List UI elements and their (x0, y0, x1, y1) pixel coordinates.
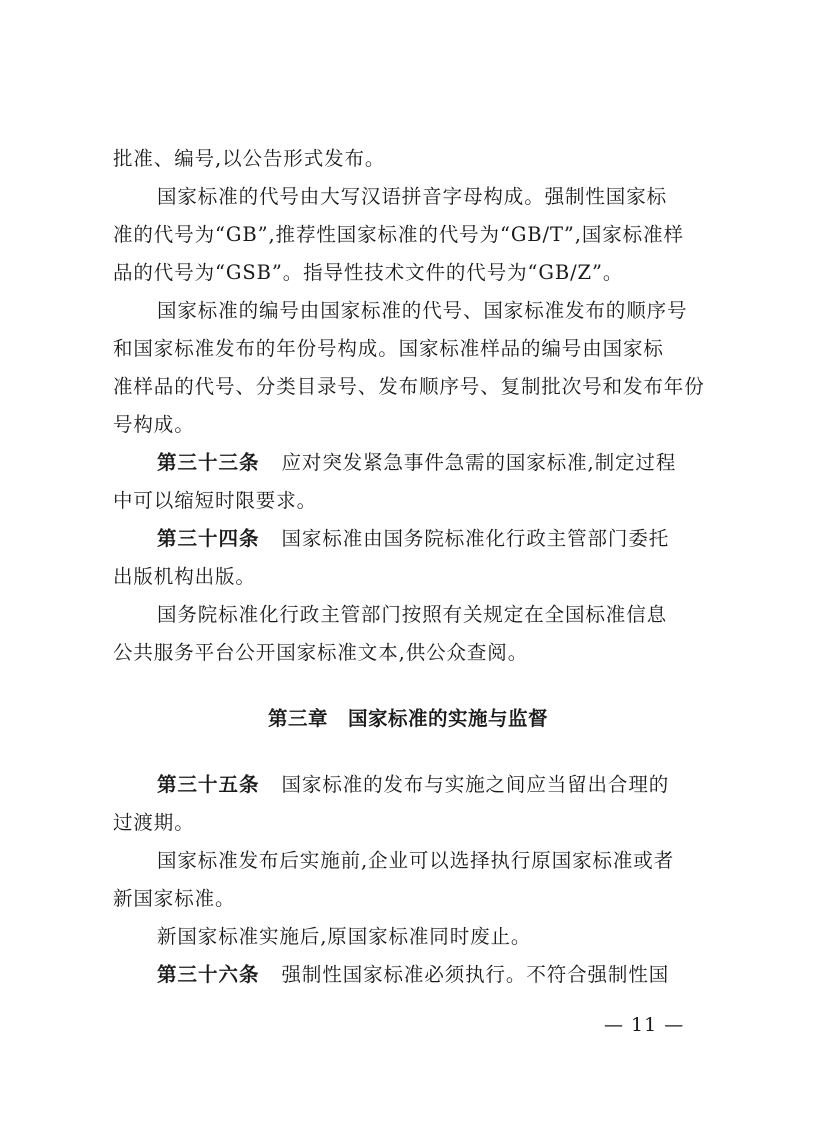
text-line: 国务院标准化行政主管部门按照有关规定在全国标准信息 (157, 603, 668, 626)
text-line: 准的代号为“GB”,推荐性国家标准的代号为“GB/T”,国家标准样 (113, 223, 684, 246)
text-line: 和国家标准发布的年份号构成。国家标准样品的编号由国家标 (113, 337, 664, 360)
text-line: 新国家标准实施后,原国家标准同时废止。 (157, 925, 532, 948)
text-line: 过渡期。 (113, 811, 195, 834)
page-number: — 11 — (604, 1014, 685, 1036)
chapter-number: 第三章 (267, 707, 328, 730)
text-line: 号构成。 (113, 413, 195, 436)
text-line: 国家标准的编号由国家标准的代号、国家标准发布的顺序号 (157, 299, 688, 322)
article-text: 应对突发紧急事件急需的国家标准,制定过程 (281, 451, 677, 474)
article-35 (113, 766, 703, 804)
article-text: 国家标准由国务院标准化行政主管部门委托 (281, 527, 670, 550)
chapter-title: 国家标准的实施与监督 (348, 707, 549, 730)
document-body (113, 140, 703, 994)
article-title: 第三十四条 (157, 527, 260, 550)
article-title: 第三十六条 (157, 963, 260, 986)
text-line: 准样品的代号、分类目录号、发布顺序号、复制批次号和发布年份 (113, 375, 705, 398)
text-line: 国家标准发布后实施前,企业可以选择执行原国家标准或者 (157, 849, 675, 872)
article-text: 国家标准的发布与实施之间应当留出合理的 (281, 773, 670, 796)
text-line: 新国家标准。 (113, 887, 236, 910)
text-line: 批准、编号,以公告形式发布。 (113, 147, 386, 170)
chapter-heading (113, 700, 703, 738)
text-line: 中可以缩短时限要求。 (113, 489, 318, 512)
text-line: 品的代号为“GSB”。指导性技术文件的代号为“GB/Z”。 (113, 261, 624, 284)
article-title: 第三十五条 (157, 773, 260, 796)
text-line: 出版机构出版。 (113, 565, 256, 588)
article-title: 第三十三条 (157, 451, 260, 474)
article-text: 强制性国家标准必须执行。不符合强制性国 (281, 963, 670, 986)
text-line: 国家标准的代号由大写汉语拼音字母构成。强制性国家标 (157, 185, 668, 208)
text-line: 公共服务平台公开国家标准文本,供公众查阅。 (113, 641, 529, 664)
article-34 (113, 520, 703, 558)
article-33 (113, 444, 703, 482)
article-36 (113, 956, 703, 994)
